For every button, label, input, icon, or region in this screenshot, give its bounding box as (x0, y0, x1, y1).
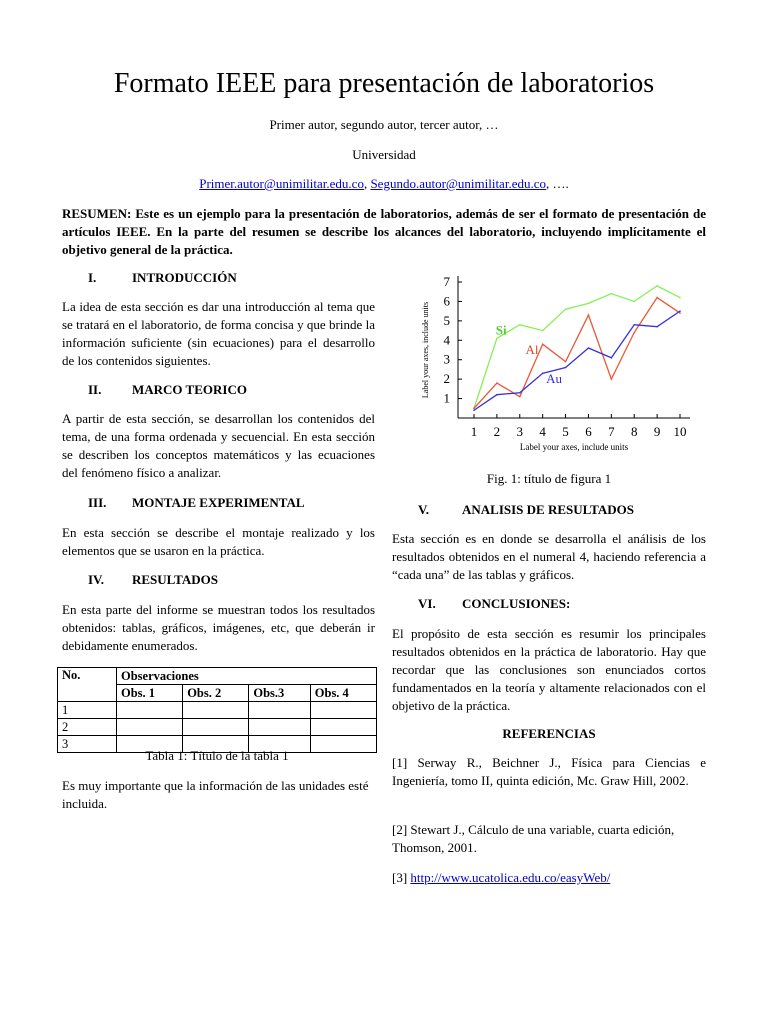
data-point-al (565, 361, 567, 363)
email-separator: , (363, 176, 368, 191)
data-point-al (496, 382, 498, 384)
row-number: 3 (58, 736, 117, 753)
reference-3-label: [3] (392, 870, 411, 885)
section-number: IV. (88, 572, 105, 587)
section-title: ANALISIS DE RESULTADOS (462, 502, 634, 517)
references-heading: REFERENCIAS (502, 726, 596, 741)
data-point-al (633, 332, 635, 334)
subheader-obs3: Obs.3 (249, 685, 310, 702)
series-label-al: Al (525, 341, 539, 357)
x-tick-label: 1 (470, 424, 478, 439)
section-heading-analisis (392, 502, 634, 518)
reference-2: [2] Stewart J., Cálculo de una variable, cuarta edición, Thomson, 2001. (392, 822, 675, 855)
section-number: V. (418, 502, 429, 517)
units-note: Es muy importante que la información de las unidades esté incluida. (62, 778, 369, 811)
reference-3-link[interactable]: http://www.ucatolica.edu.co/easyWeb/ (410, 870, 611, 885)
table-cell (310, 719, 376, 736)
subheader-obs2: Obs. 2 (183, 685, 249, 702)
data-point-au (633, 324, 635, 326)
page-title: Formato IEEE para presentación de laboratorios (113, 68, 655, 99)
table-row (58, 702, 377, 719)
data-point-au (588, 347, 590, 349)
intro-text: La idea de esta sección es dar una introducción al tema que se tratará en el laboratorio, de forma concisa y que brinde la información suficiente (sin ecuaciones) para el desarrollo de los contenidos siguientes. (62, 299, 375, 368)
analisis-text: Esta sección es en donde se desarrolla el análisis de los resultados obtenidos en el numeral 4, haciendo referencia a “cada una” de las tablas y gráficos. (392, 531, 706, 582)
section-number: II. (88, 382, 102, 397)
subheader-obs1: Obs. 1 (117, 685, 183, 702)
marco-text: A partir de esta sección, se desarrollan los contenidos del tema, de una forma ordenada y secuencial. En esta sección se describen los conceptos matemáticos y las ecuaciones del fenómeno físico a analizar. (62, 411, 375, 480)
data-point-al (588, 314, 590, 316)
university: Universidad (352, 147, 416, 162)
section-heading-resultados (62, 572, 218, 588)
data-point-au (519, 392, 521, 394)
y-axis-label: Label your axes, include units (421, 301, 430, 399)
x-tick-label: 4 (539, 424, 546, 439)
reference-1: [1] Serway R., Beichner J., Física para Ciencias e Ingeniería, tomo II, quinta edición, Mc. Graw Hill, 2002. (392, 755, 706, 788)
section-heading-conclusiones (392, 596, 570, 612)
chart-axes (421, 274, 690, 452)
section-number: I. (88, 270, 97, 285)
abstract: RESUMEN: Este es un ejemplo para la presentación de laboratorios, además de ser el formato de presentación de artículos IEEE. En la parte del resumen se describe los alcances del laboratorio, incluyendo implícitamente el objetivo general de la práctica. (62, 206, 706, 257)
y-tick-label: 1 (443, 390, 450, 406)
data-point-si (519, 324, 521, 326)
table-cell (183, 719, 249, 736)
conclusiones-text: El propósito de esta sección es resumir los principales resultados obtenidos en la práctica de laboratorio. Hay que recordar que las conclusiones son enunciados cortos fundamentados en la teoría y altamente relacionados con el objetivo de la práctica. (392, 626, 706, 713)
table-cell (183, 702, 249, 719)
email-link-2[interactable]: Segundo.autor@unimilitar.edu.co (370, 176, 546, 191)
x-tick-label: 7 (608, 424, 615, 439)
data-point-al (679, 312, 681, 314)
data-point-si (656, 285, 658, 287)
author-emails (0, 175, 768, 193)
chart-series (473, 285, 681, 411)
x-tick-label: 6 (585, 424, 592, 439)
table-header-row (58, 668, 377, 685)
section-number: III. (88, 495, 107, 510)
data-point-au (679, 310, 681, 312)
section-title: MARCO TEORICO (132, 382, 247, 397)
table-cell (249, 719, 310, 736)
section-number: VI. (418, 596, 436, 611)
data-point-si (542, 330, 544, 332)
row-number: 1 (58, 702, 117, 719)
figure-caption: Fig. 1: título de figura 1 (486, 471, 612, 486)
observations-table (57, 667, 377, 753)
data-point-au (565, 367, 567, 369)
series-line-al (474, 298, 680, 409)
data-point-si (496, 338, 498, 340)
series-label-au: Au (546, 371, 562, 387)
series-label-si: Si (495, 322, 507, 338)
data-point-si (611, 293, 613, 295)
y-tick-label: 7 (443, 274, 450, 289)
row-number: 2 (58, 719, 117, 736)
x-axis-label: Label your axes, include units (519, 442, 629, 452)
section-title: CONCLUSIONES: (462, 596, 571, 611)
table-cell (117, 702, 183, 719)
header-observaciones: Observaciones (117, 668, 377, 685)
data-point-au (611, 357, 613, 359)
x-tick-label: 3 (516, 424, 524, 439)
data-point-au (542, 373, 544, 375)
data-point-al (473, 407, 475, 409)
x-tick-label: 2 (493, 424, 501, 439)
data-point-au (656, 326, 658, 328)
series-line-si (474, 286, 680, 408)
y-tick-label: 5 (443, 312, 450, 328)
data-point-al (542, 343, 544, 345)
results-chart (392, 268, 706, 464)
subheader-obs4: Obs. 4 (310, 685, 376, 702)
x-tick-label: 10 (673, 424, 687, 439)
data-point-al (611, 378, 613, 380)
data-point-si (565, 308, 567, 310)
table-cell (249, 702, 310, 719)
data-point-al (656, 297, 658, 299)
y-tick-label: 3 (443, 351, 450, 367)
reference-3 (392, 869, 706, 887)
x-tick-label: 8 (630, 424, 638, 439)
data-point-al (519, 396, 521, 398)
header-no: No. (58, 668, 117, 702)
section-title: INTRODUCCIÓN (132, 270, 237, 285)
data-point-si (633, 301, 635, 303)
y-tick-label: 6 (443, 293, 450, 309)
email-tail: , …. (545, 176, 569, 191)
table-row (58, 719, 377, 736)
section-heading-intro (62, 270, 237, 286)
y-tick-label: 4 (443, 332, 450, 348)
section-heading-marco (62, 382, 247, 398)
section-title: MONTAJE EXPERIMENTAL (132, 495, 305, 510)
resultados-text: En esta parte del informe se muestran todos los resultados obtenidos: tablas, gráficos, imágenes, etc, que deberán ir debidamente enumerados. (62, 602, 375, 653)
table-cell (310, 702, 376, 719)
data-point-si (679, 297, 681, 299)
x-tick-label: 5 (562, 424, 569, 439)
table-cell (117, 719, 183, 736)
data-point-au (496, 394, 498, 396)
data-point-si (588, 303, 590, 305)
section-heading-montaje (62, 495, 305, 511)
montaje-text: En esta sección se describe el montaje realizado y los elementos que se usaron en la práctica. (62, 525, 375, 558)
x-tick-label: 9 (653, 424, 661, 439)
authors: Primer autor, segundo autor, tercer autor, … (269, 117, 499, 132)
email-link-1[interactable]: Primer.autor@unimilitar.edu.co (199, 176, 364, 191)
table-caption: Tabla 1: Título de la tabla 1 (145, 748, 289, 763)
y-tick-label: 2 (443, 371, 450, 387)
data-point-au (473, 409, 475, 411)
section-title: RESULTADOS (132, 572, 218, 587)
